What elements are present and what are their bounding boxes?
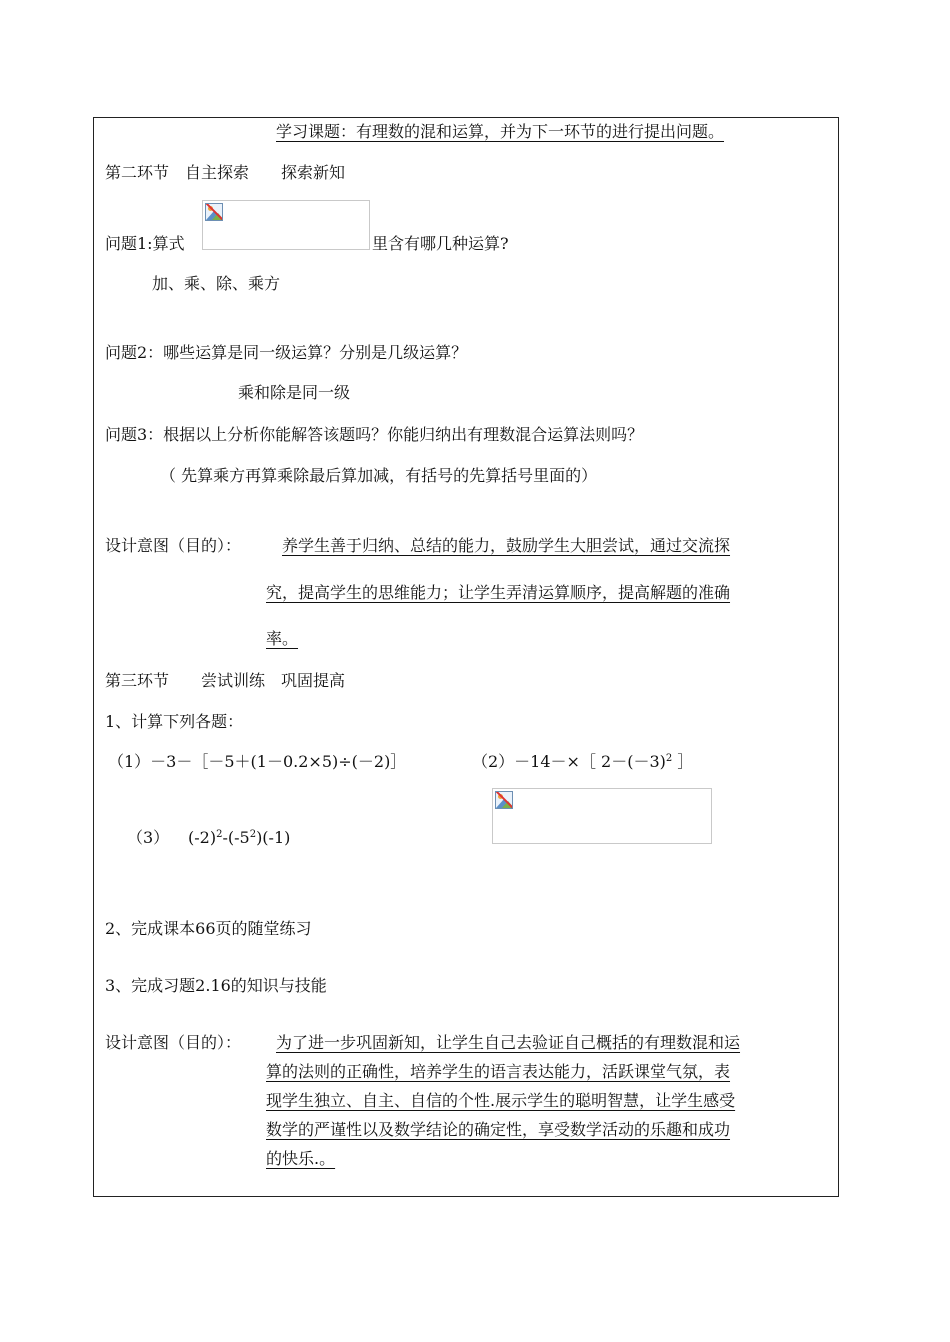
problem-2: （2）－14－×［ $2-(-3)^2$ ］ <box>472 752 694 771</box>
question-1-suffix: 里含有哪几种运算? <box>372 234 509 253</box>
section2-heading: 第二环节 自主探索 探索新知 <box>105 163 346 182</box>
problem-3-expression: $(-2)^2-(-5^2)(-1)$ <box>188 828 291 847</box>
answer-2: 乘和除是同一级 <box>238 383 351 402</box>
design-intent-label-2: 设计意图（目的）： <box>105 1033 242 1052</box>
design-intent-2-line-2: 算的法则的正确性，培养学生的语言表达能力，活跃课堂气氛，表 <box>266 1062 731 1081</box>
design-intent-1-line-3: 率。 <box>266 629 299 648</box>
question-1-prefix: 问题1:算式 <box>105 234 185 253</box>
design-intent-2-line-1: 为了进一步巩固新知，让学生自己去验证自己概括的有理数混和运 <box>276 1033 741 1052</box>
answer-3: （ 先算乘方再算乘除最后算加减，有括号的先算括号里面的） <box>160 466 598 485</box>
task-2: 2、完成课本66页的随堂练习 <box>105 919 312 938</box>
design-intent-2-line-5: 的快乐.。 <box>266 1149 336 1168</box>
design-intent-1-line-1: 养学生善于归纳、总结的能力，鼓励学生大胆尝试，通过交流探 <box>282 536 731 555</box>
answer-1: 加、乘、除、乘方 <box>152 274 281 293</box>
task-3: 3、完成习题2.16的知识与技能 <box>105 976 327 995</box>
image-placeholder-icon <box>495 791 513 809</box>
broken-image-icon <box>202 200 370 250</box>
problem-1: （1）－3－［－5＋(1－0.2×5)÷(－2)］ <box>108 752 407 771</box>
task-1: 1、计算下列各题： <box>105 712 244 731</box>
question-3: 问题3：根据以上分析你能解答该题吗？你能归纳出有理数混合运算法则吗？ <box>105 425 644 444</box>
question-2: 问题2：哪些运算是同一级运算？分别是几级运算？ <box>105 343 468 362</box>
topic-line: 学习课题：有理数的混和运算，并为下一环节的进行提出问题。 <box>276 122 725 141</box>
design-intent-2-line-4: 数学的严谨性以及数学结论的确定性，享受数学活动的乐趣和成功 <box>266 1120 731 1139</box>
problem-3-label: （3） <box>127 828 170 847</box>
design-intent-1-line-2: 究，提高学生的思维能力；让学生弄清运算顺序，提高解题的准确 <box>266 583 731 602</box>
image-placeholder-icon <box>205 203 223 221</box>
broken-image-icon-2 <box>492 788 712 844</box>
design-intent-2-line-3: 现学生独立、自主、自信的个性.展示学生的聪明智慧，让学生感受 <box>266 1091 736 1110</box>
section3-heading: 第三环节 尝试训练 巩固提高 <box>105 671 346 690</box>
design-intent-label-1: 设计意图（目的）： <box>105 536 242 555</box>
